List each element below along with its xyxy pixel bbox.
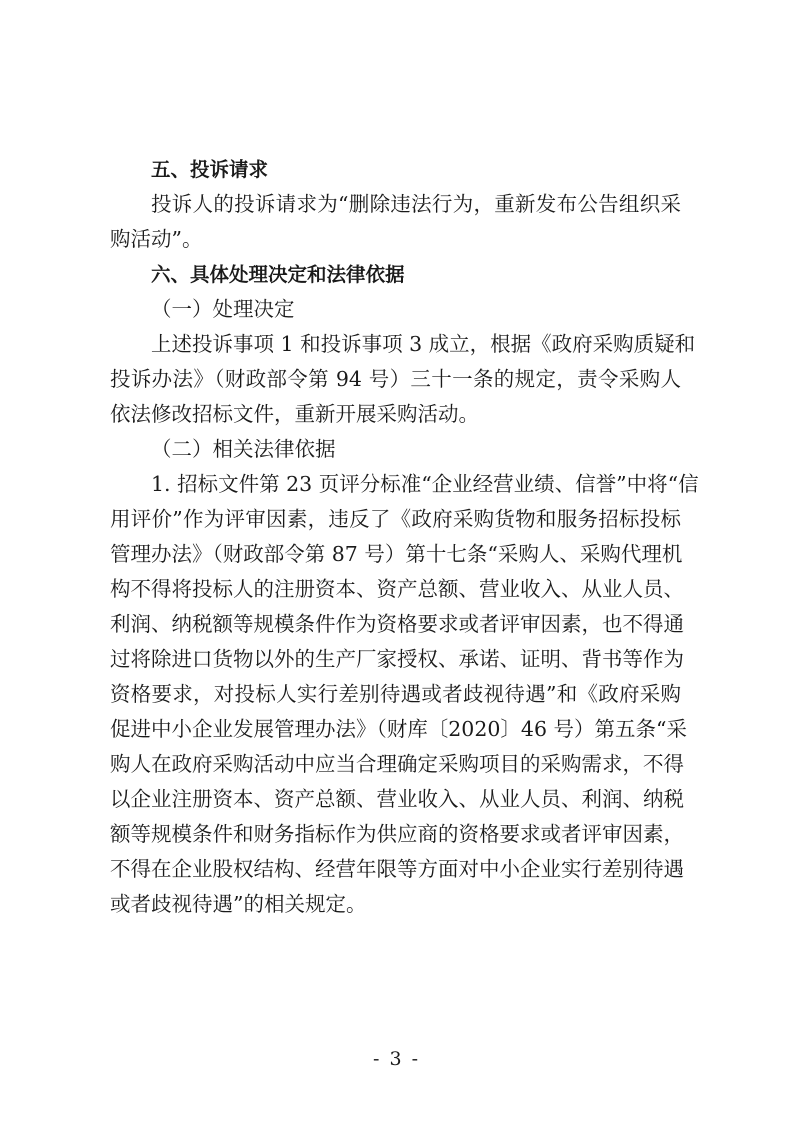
paragraph-line: 或者歧视待遇”的相关规定。 [110, 892, 367, 916]
document-body [110, 152, 699, 922]
paragraph-line: 额等规模条件和财务指标作为供应商的资格要求或者评审因素， [110, 822, 684, 846]
section-heading-decision-legal-basis: 六、具体处理决定和法律依据 [151, 263, 405, 286]
paragraph-line: 依法修改招标文件，重新开展采购活动。 [110, 402, 479, 426]
paragraph-line: 构不得将投标人的注册资本、资产总额、营业收入、从业人员、 [110, 577, 684, 601]
paragraph-line: 1. 招标文件第 23 页评分标准“企业经营业绩、信誉”中将“信 [151, 472, 699, 496]
paragraph-line: 资格要求，对投标人实行差别待遇或者歧视待遇”和《政府采购 [110, 682, 681, 706]
paragraph-line: 投诉办法》（财政部令第 94 号）三十一条的规定，责令采购人 [110, 367, 681, 391]
subsection-heading-decision: （一）处理决定 [151, 297, 295, 321]
paragraph-line: 用评价”作为评审因素，违反了《政府采购货物和服务招标投标 [110, 507, 681, 531]
paragraph-line: 上述投诉事项 1 和投诉事项 3 成立，根据《政府采购质疑和 [151, 332, 696, 356]
subsection-heading-legal-basis: （二）相关法律依据 [151, 437, 336, 461]
paragraph-line: 利润、纳税额等规模条件作为资格要求或者评审因素，也不得通 [110, 612, 684, 636]
paragraph-line: 管理办法》（财政部令第 87 号）第十七条“采购人、采购代理机 [110, 542, 683, 566]
paragraph-line: 投诉人的投诉请求为“删除违法行为，重新发布公告组织采 [151, 192, 681, 216]
paragraph-line: 不得在企业股权结构、经营年限等方面对中小企业实行差别待遇 [110, 857, 684, 881]
paragraph-line: 购活动”。 [110, 227, 203, 251]
paragraph-line: 过将除进口货物以外的生产厂家授权、承诺、证明、背书等作为 [110, 647, 684, 671]
page-number: - 3 - [372, 1048, 420, 1070]
paragraph-line: 购人在政府采购活动中应当合理确定采购项目的采购需求，不得 [110, 752, 684, 776]
paragraph-line: 以企业注册资本、资产总额、营业收入、从业人员、利润、纳税 [110, 787, 684, 811]
section-heading-complaint-request: 五、投诉请求 [151, 158, 269, 181]
paragraph-line: 促进中小企业发展管理办法》（财库〔2020〕46 号）第五条“采 [110, 717, 688, 741]
